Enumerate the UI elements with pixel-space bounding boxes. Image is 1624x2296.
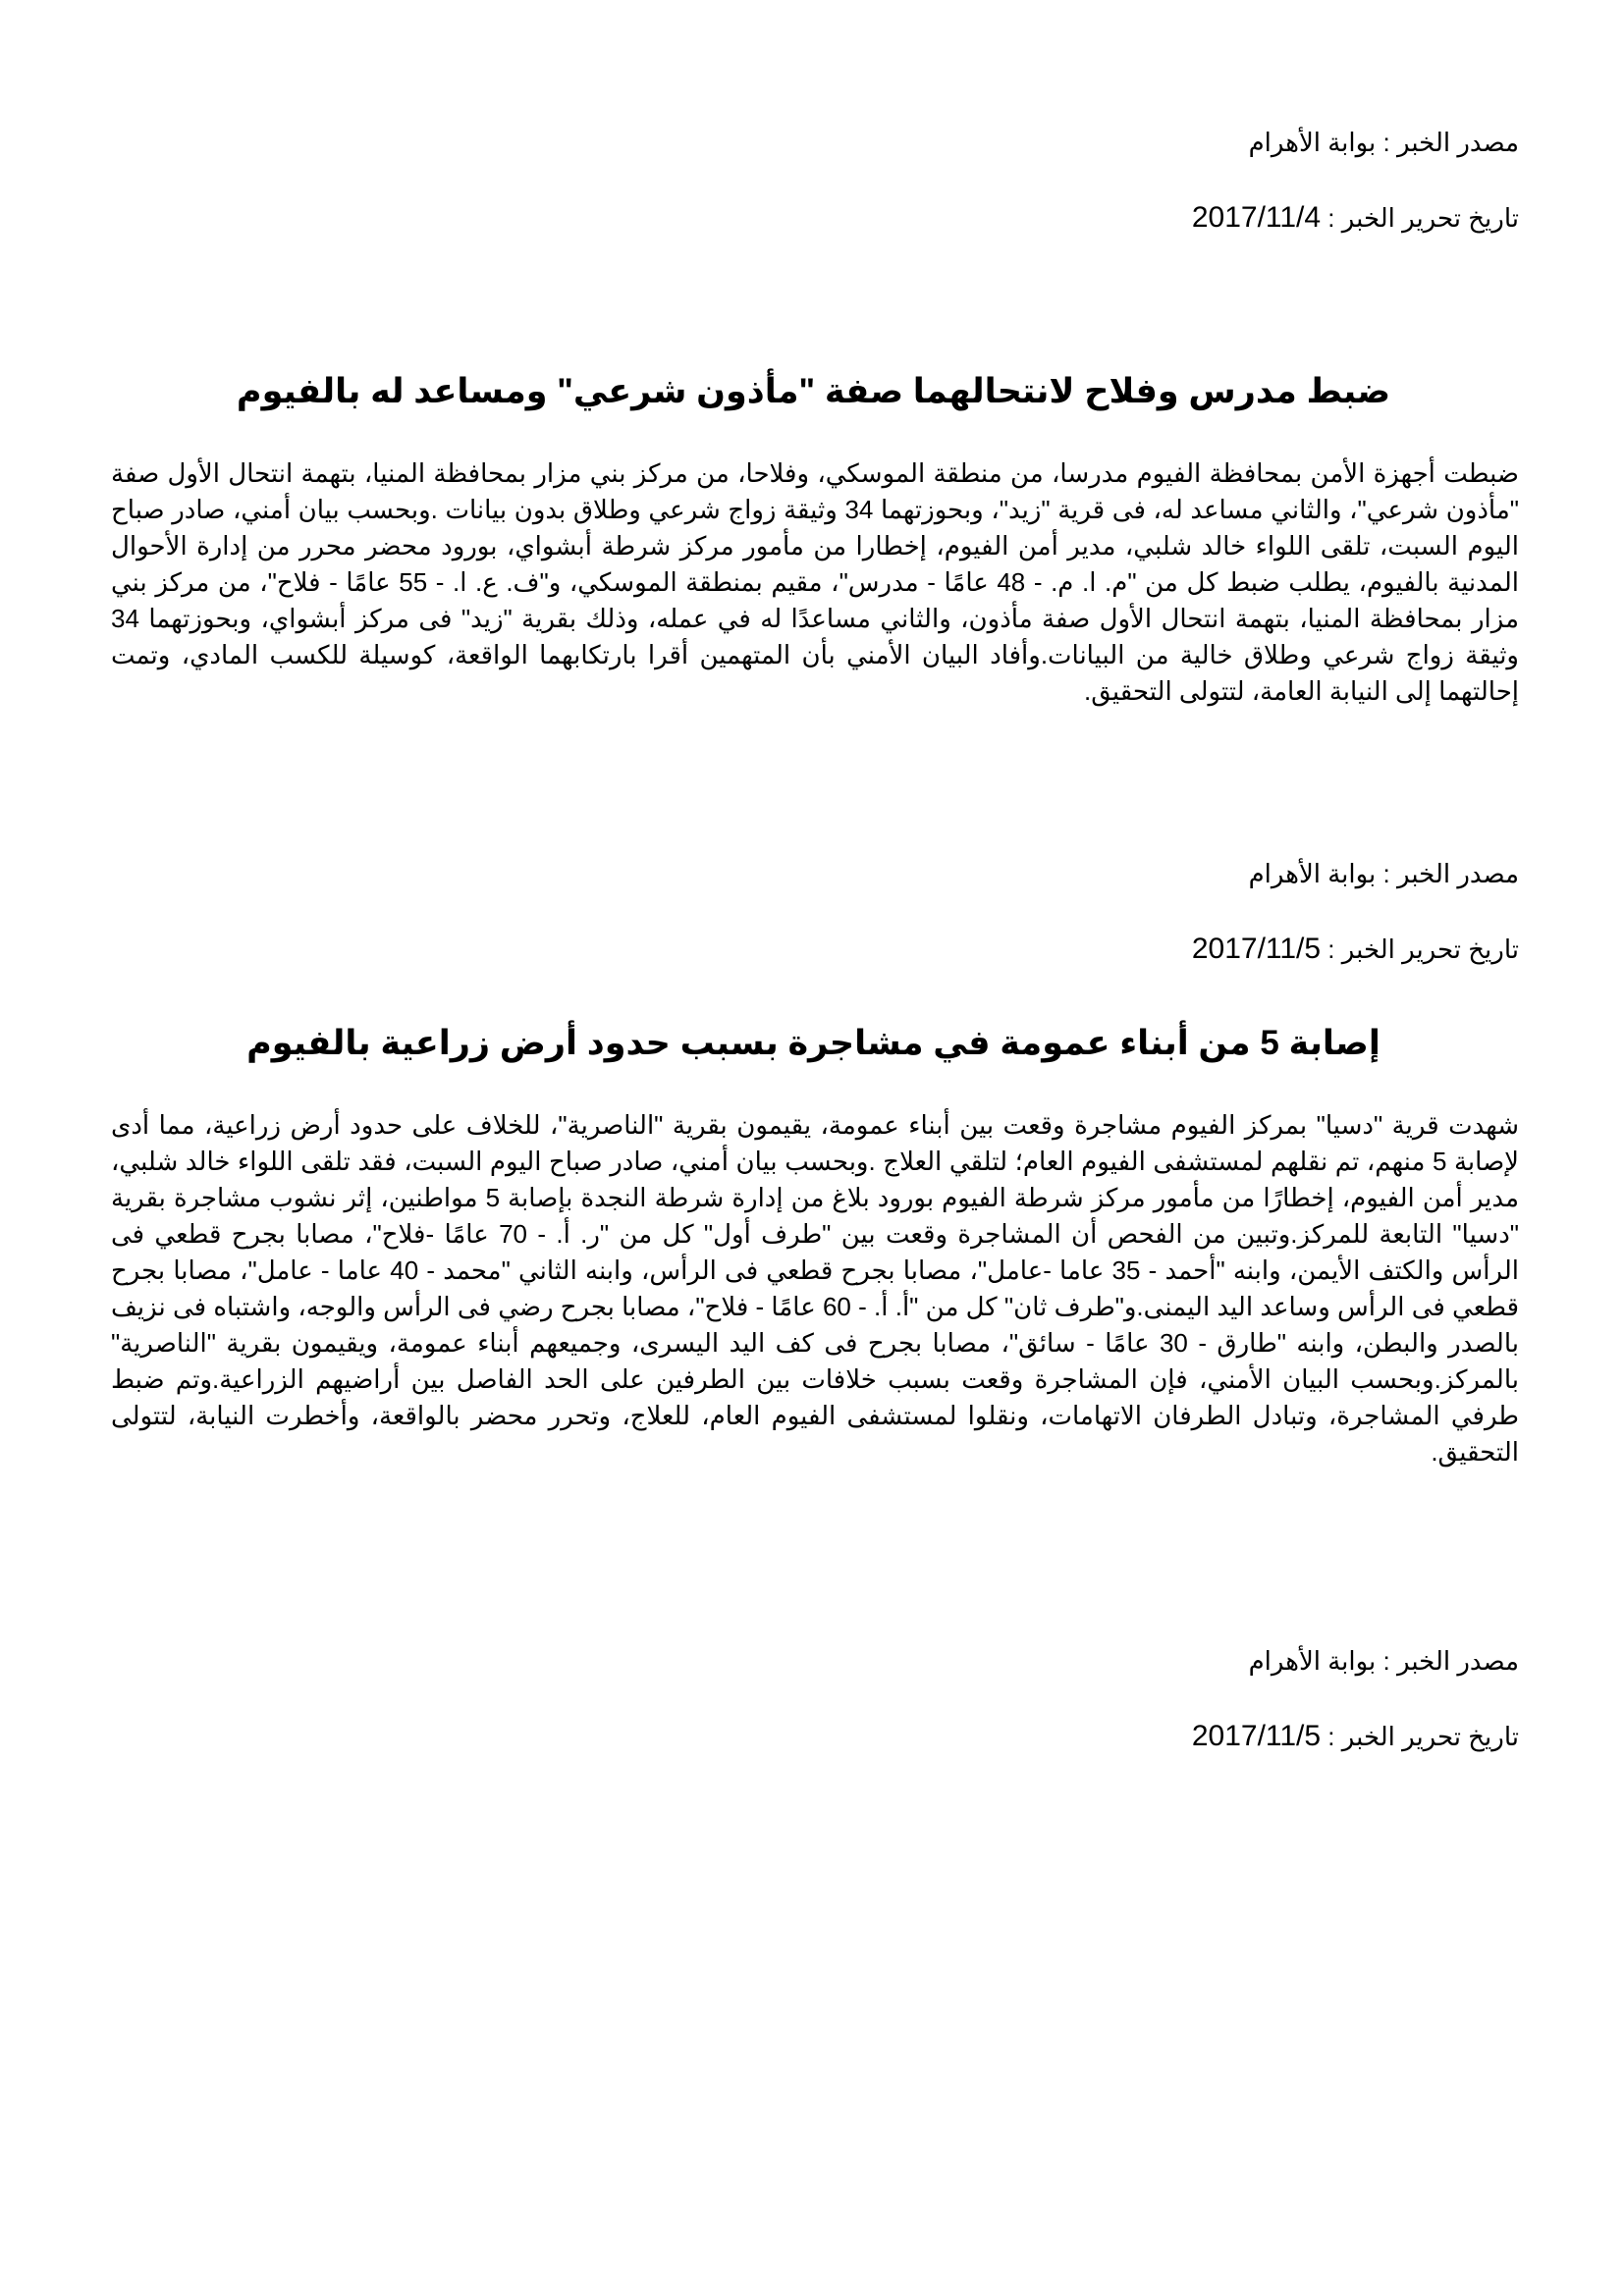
news-source-line: مصدر الخبر : بوابة الأهرام [1248, 128, 1519, 157]
news-date-line: تاريخ تحرير الخبر : 2017/11/5 [1191, 1720, 1519, 1752]
source-label: مصدر الخبر [1396, 859, 1519, 888]
news-source-line: مصدر الخبر : بوابة الأهرام [1248, 859, 1519, 888]
source-value: بوابة الأهرام [1248, 1646, 1377, 1676]
date-value: 2017/11/5 [1191, 933, 1322, 965]
source-value: بوابة الأهرام [1248, 859, 1377, 888]
source-label: مصدر الخبر [1396, 128, 1519, 157]
article-body: ضبطت أجهزة الأمن بمحافظة الفيوم مدرسا، من منطقة الموسكي، وفلاحا، من مركز بني مزار بمحافظة المنيا، بتهمة انتحال الأول صفة "مأذون شرعي"، والثاني مساعد له، فى قرية "زيد"، وبحوزتهما 34 وثيقة زواج شرعي وطلاق بدون بيانات .وبحسب بيان أمني، صادر صباح اليوم السبت، تلقى اللواء خالد شلبي، مدير أمن الفيوم، إخطارا من مأمور مركز شرطة أبشواي، بورود محضر محرر من إدارة الأحوال المدنية بالفيوم، يطلب ضبط كل من "م. ا. م. - 48 عامًا - مدرس"، مقيم بمنطقة الموسكي، و"ف. ع. ا. - 55 عامًا - فلاح"، من مركز بني مزار بمحافظة المنيا، بتهمة انتحال الأول صفة مأذون، والثاني مساعدًا له في عمله، وذلك بقرية "زيد" فى مركز أبشواي، وبحوزتهما 34 وثيقة زواج شرعي وطلاق خالية من البيانات.وأفاد البيان الأمني بأن المتهمين أقرا بارتكابهما الواقعة، كوسيلة للكسب المادي، وتمت إحالتهما إلى النيابة العامة، لتتولى التحقيق. [111, 458, 1520, 706]
news-date-line: تاريخ تحرير الخبر : 2017/11/4 [1191, 201, 1519, 234]
article-body: شهدت قرية "دسيا" بمركز الفيوم مشاجرة وقعت بين أبناء عمومة، يقيمون بقرية "الناصرية"، للخلاف على حدود أرض زراعية، مما أدى لإصابة 5 منهم، تم نقلهم لمستشفى الفيوم العام؛ لتلقي العلاج .وبحسب بيان أمني، صادر صباح اليوم السبت، فقد تلقى اللواء خالد شلبي، مدير أمن الفيوم، إخطارًا من مأمور مركز شرطة الفيوم بورود بلاغ من إدارة شرطة النجدة بإصابة 5 مواطنين، إثر نشوب مشاجرة بقرية "دسيا" التابعة للمركز.وتبين من الفحص أن المشاجرة وقعت بين "طرف أول" كل من "ر. أ. - 70 عامًا -فلاح"، مصابا بجرح قطعي فى الرأس والكتف الأيمن، وابنه "أحمد - 35 عاما -عامل"، مصابا بجرح قطعي فى الرأس، وابنه الثاني "محمد - 40 عاما - عامل"، مصابا بجرح قطعي فى الرأس وساعد اليد اليمنى.و"طرف ثان" كل من "أ. أ. - 60 عامًا - فلاح"، مصابا بجرح رضي فى الرأس والوجه، واشتباه فى نزيف بالصدر والبطن، وابنه "طارق - 30 عامًا - سائق"، مصابا بجرح فى كف اليد اليسرى، وجميعهم أبناء عمومة، ويقيمون بقرية "الناصرية" بالمركز.وبحسب البيان الأمني، فإن المشاجرة وقعت بسبب خلافات بين الطرفين على الحد الفاصل بين أراضيهم الزراعية.وتم ضبط طرفي المشاجرة، وتبادل الطرفان الاتهامات، ونقلوا لمستشفى الفيوم العام، للعلاج، وتحرر محضر بالواقعة، وأخطرت النيابة، لتتولى التحقيق. [111, 1110, 1520, 1467]
article-headline: إصابة 5 من أبناء عمومة في مشاجرة بسبب حدود أرض زراعية بالفيوم [246, 1024, 1380, 1062]
source-label: مصدر الخبر [1396, 1646, 1519, 1676]
news-date-line: تاريخ تحرير الخبر : 2017/11/5 [1191, 933, 1519, 965]
source-value: بوابة الأهرام [1248, 128, 1377, 157]
date-value: 2017/11/4 [1191, 201, 1322, 234]
news-source-line: مصدر الخبر : بوابة الأهرام [1248, 1646, 1519, 1676]
date-label: تاريخ تحرير الخبر [1341, 934, 1519, 964]
date-label: تاريخ تحرير الخبر [1341, 203, 1519, 233]
date-label: تاريخ تحرير الخبر [1341, 1722, 1519, 1751]
article-headline: ضبط مدرس وفلاح لانتحالهما صفة "مأذون شرعي" ومساعد له بالفيوم [236, 372, 1391, 410]
date-value: 2017/11/5 [1191, 1720, 1322, 1752]
